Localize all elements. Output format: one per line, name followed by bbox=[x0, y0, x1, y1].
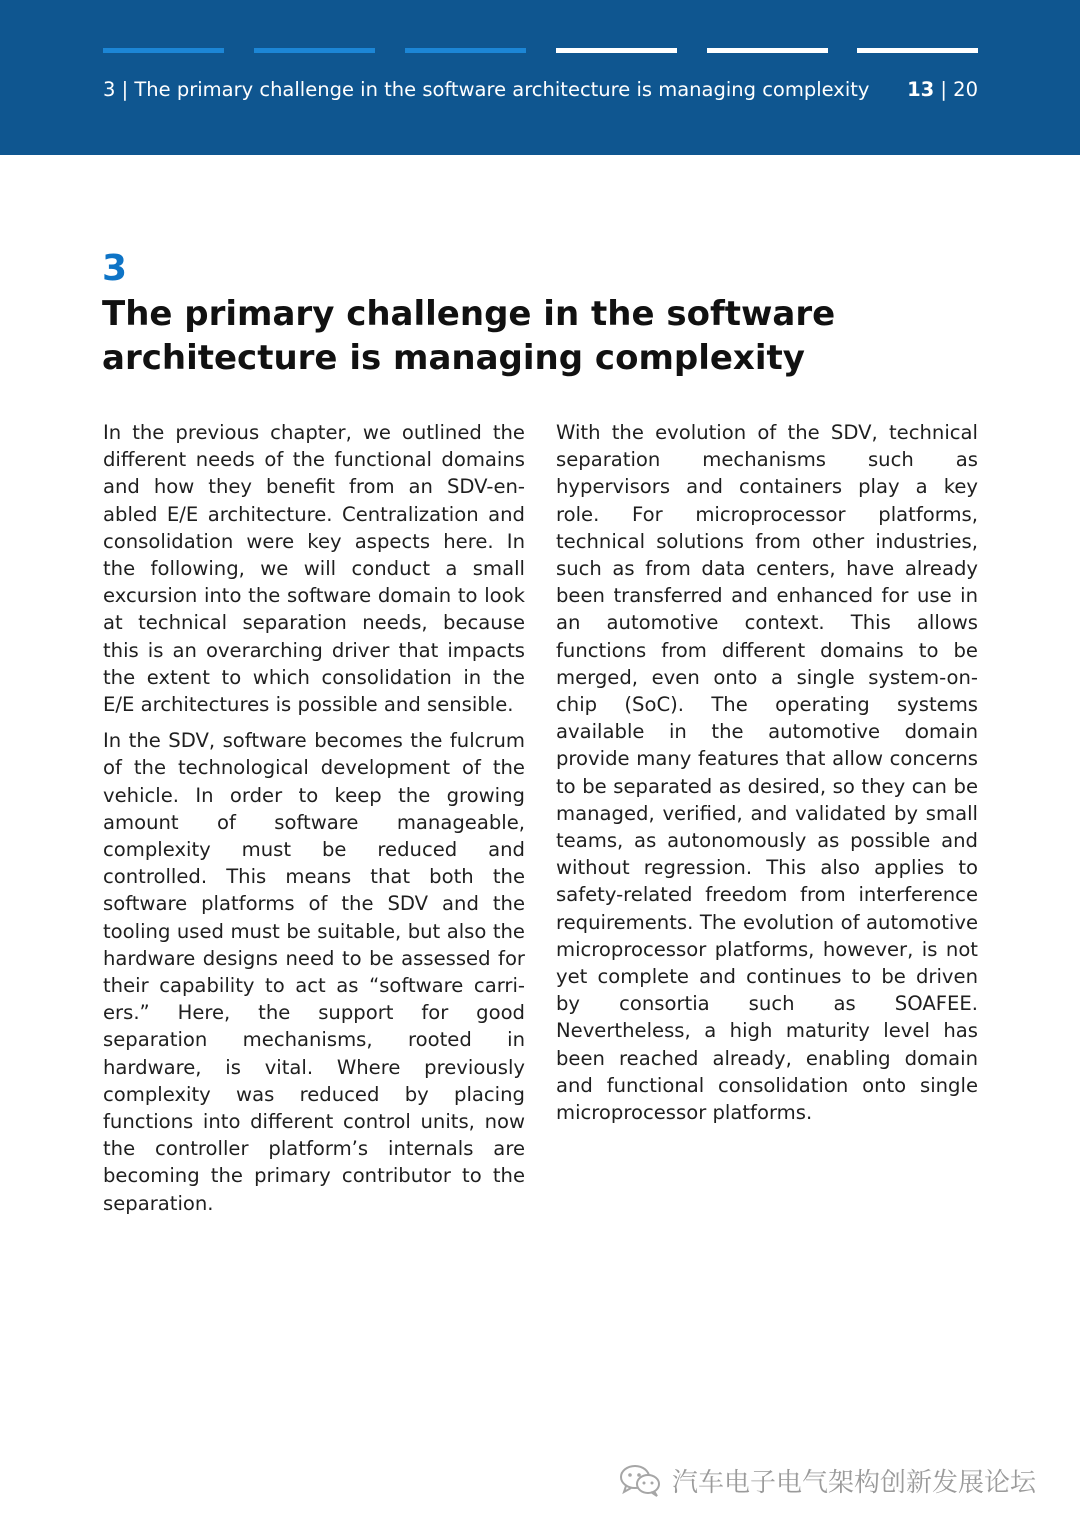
body-column-right bbox=[556, 419, 978, 1135]
watermark bbox=[618, 1460, 1036, 1500]
body-column-left bbox=[103, 419, 525, 1226]
page-current: 13 bbox=[907, 78, 935, 101]
progress-segment-2 bbox=[254, 48, 375, 53]
chapter-title: The primary challenge in the software architecture is managing complexity bbox=[102, 294, 836, 378]
paragraph: In the previous chapter, we outlined the different needs of the functional domains and how they benefit from an SDV-enabled E/E architecture. Centralization and consolidation were key aspects here. In the following, we will conduct a small excursion into the software domain to look at technical separation needs, because this is an overarching driver that impacts the extent to which consolidation in the E/E architectures is possible and sensible. bbox=[103, 421, 525, 717]
paragraph: With the evolution of the SDV, technical separation mechanisms such as hypervisors and containers play a key role. For microprocessor platforms, technical solutions from other industries, such as from data centers, have already been transferred and enhanced for use in an automotive context. This allows functions from different domains to be merged, even onto a single system-on-chip (SoC). The operating systems available in the automotive domain provide many features that allow concerns to be separated as desired, so they can be managed, verified, and validated by small teams, as autonomously as possible and without regression. This also applies to safety-related freedom from interference requirements. The evolution of automotive microprocessor platforms, however, is not yet complete and continues to be driven by consortia such as SOAFEE. Nevertheless, a high maturity level has been reached already, enabling domain and functional consolidation onto single microprocessor platforms. bbox=[556, 421, 978, 1125]
running-header bbox=[103, 78, 978, 106]
progress-segment-5 bbox=[707, 48, 828, 53]
paragraph: In the SDV, software becomes the fulcrum of the technological development of the vehicle. In order to keep the growing amount of software manageable, complexity must be reduced and controlled. This means that both the software platforms of the SDV and the tooling used must be suitable, but also the hardware designs need to be assessed for their capability to act as “software carriers.” Here, the support for good separation mechanisms, rooted in hardware, is vital. Where previously complexity was reduced by placing functions into different control units, now the controller platform’s internals are becoming the primary contributor to the separation. bbox=[103, 729, 525, 1215]
progress-segment-3 bbox=[405, 48, 526, 53]
progress-segment-6 bbox=[857, 48, 978, 53]
page-total: 20 bbox=[953, 78, 978, 101]
page-separator: | bbox=[934, 78, 954, 101]
watermark-text: 汽车电子电气架构创新发展论坛 bbox=[672, 1467, 1037, 1498]
running-title: 3 | The primary challenge in the software architecture is managing complexity bbox=[103, 78, 870, 101]
page-indicator bbox=[907, 78, 978, 101]
progress-segment-4 bbox=[556, 48, 677, 53]
header-banner bbox=[0, 0, 1080, 155]
chapter-number: 3 bbox=[102, 248, 128, 289]
chapter-progress-bar bbox=[103, 48, 978, 54]
wechat-icon bbox=[618, 1462, 664, 1498]
progress-segment-1 bbox=[103, 48, 224, 53]
